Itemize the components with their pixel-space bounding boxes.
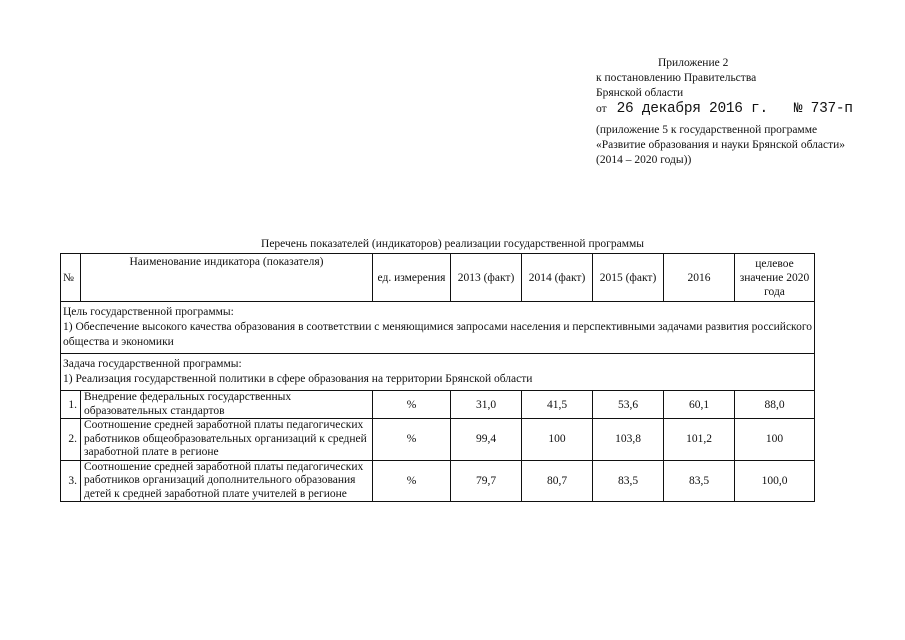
appendix-note-3: (2014 – 2020 годы)) xyxy=(596,154,692,166)
decree-date-stamp: 26 декабря 2016 г. xyxy=(616,101,768,117)
goal-label: Цель государственной программы: xyxy=(63,306,234,318)
row-2015: 53,6 xyxy=(593,391,664,419)
row-2016: 60,1 xyxy=(664,391,735,419)
header-2015: 2015 (факт) xyxy=(593,254,664,302)
header-num: № xyxy=(61,254,81,302)
appendix-line-1: к постановлению Правительства xyxy=(596,72,757,84)
decree-stamp-line xyxy=(596,102,896,117)
appendix-note-1: (приложение 5 к государственной программе xyxy=(596,124,818,136)
row-name: Внедрение федеральных государственных образовательных стандартов xyxy=(81,391,373,419)
row-2013: 99,4 xyxy=(451,419,522,461)
row-2016: 83,5 xyxy=(664,460,735,502)
table-row xyxy=(61,391,815,419)
table-row xyxy=(61,460,815,502)
header-name: Наименование индикатора (показателя) xyxy=(81,254,373,302)
row-unit: % xyxy=(373,460,451,502)
row-unit: % xyxy=(373,391,451,419)
task-row xyxy=(61,354,815,391)
row-name: Соотношение средней заработной платы педагогических работников организаций дополнительного образования детей к средней заработной плате учителей в регионе xyxy=(81,460,373,502)
row-2016: 101,2 xyxy=(664,419,735,461)
row-name: Соотношение средней заработной платы педагогических работников общеобразовательных организаций к средней заработной плате в регионе xyxy=(81,419,373,461)
decree-number-stamp: № 737-п xyxy=(793,101,853,117)
row-num: 2. xyxy=(61,419,81,461)
header-unit: ед. измерения xyxy=(373,254,451,302)
header-target: целевое значение 2020 года xyxy=(735,254,815,302)
row-2015: 103,8 xyxy=(593,419,664,461)
row-2013: 31,0 xyxy=(451,391,522,419)
header-2016: 2016 xyxy=(664,254,735,302)
row-target: 100 xyxy=(735,419,815,461)
appendix-title: Приложение 2 xyxy=(658,57,729,69)
header-2014: 2014 (факт) xyxy=(522,254,593,302)
row-2014: 80,7 xyxy=(522,460,593,502)
row-2014: 41,5 xyxy=(522,391,593,419)
table-row xyxy=(61,419,815,461)
appendix-note-2: «Развитие образования и науки Брянской области» xyxy=(596,139,846,151)
goal-row xyxy=(61,302,815,354)
row-2013: 79,7 xyxy=(451,460,522,502)
indicators-table xyxy=(60,253,815,502)
header-2013: 2013 (факт) xyxy=(451,254,522,302)
from-label: от xyxy=(596,103,607,115)
row-2014: 100 xyxy=(522,419,593,461)
task-label: Задача государственной программы: xyxy=(63,358,242,370)
goal-cell xyxy=(61,302,815,354)
table-header-row xyxy=(61,254,815,302)
row-num: 3. xyxy=(61,460,81,502)
table-caption: Перечень показателей (индикаторов) реализации государственной программы xyxy=(261,238,644,250)
row-2015: 83,5 xyxy=(593,460,664,502)
row-unit: % xyxy=(373,419,451,461)
goal-text: 1) Обеспечение высокого качества образования в соответствии с меняющимися запросами населения и перспективными задачами развития российского общества и экономики xyxy=(63,321,812,348)
appendix-block xyxy=(596,56,896,168)
row-num: 1. xyxy=(61,391,81,419)
appendix-line-2: Брянской области xyxy=(596,87,684,99)
task-text: 1) Реализация государственной политики в сфере образования на территории Брянской области xyxy=(63,373,533,385)
row-target: 88,0 xyxy=(735,391,815,419)
row-target: 100,0 xyxy=(735,460,815,502)
task-cell xyxy=(61,354,815,391)
